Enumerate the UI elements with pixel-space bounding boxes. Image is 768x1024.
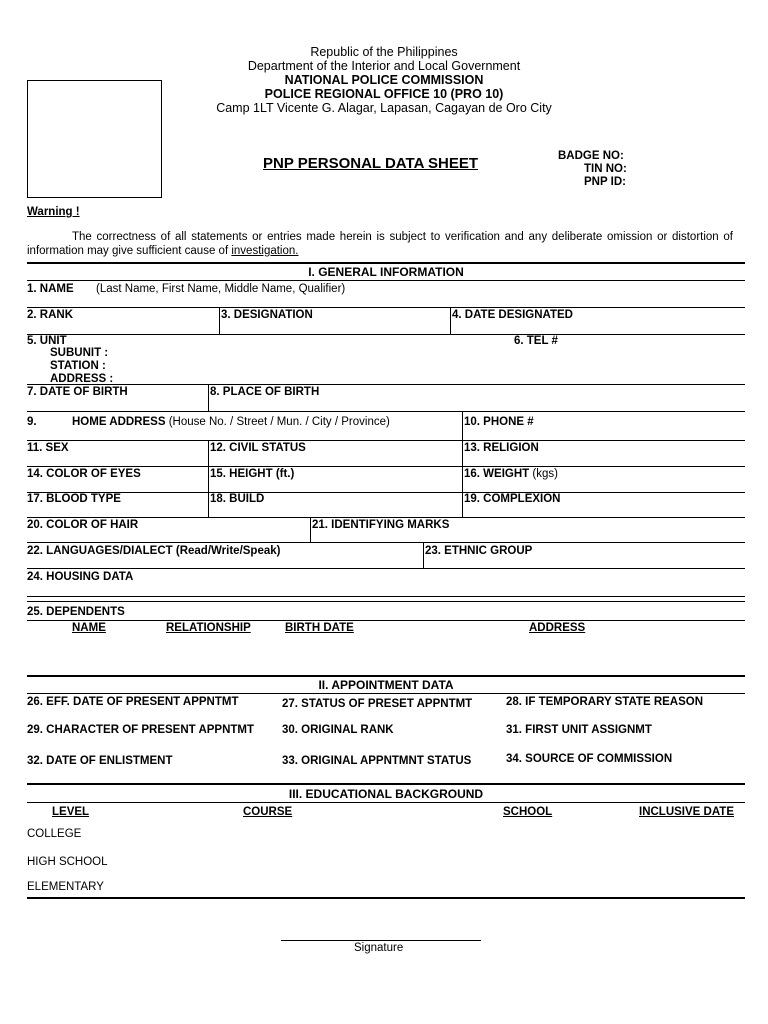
header-dilg: Department of the Interior and Local Government bbox=[247, 59, 521, 73]
photo-box[interactable] bbox=[27, 80, 162, 198]
warning-text: The correctness of all statements or entries made herein is subject to verification and any deliberate omission or distortion of information may give sufficient cause of investigation. bbox=[27, 231, 733, 257]
field-sex-label[interactable]: 11. SEX bbox=[27, 442, 69, 454]
field-home-address-label[interactable]: HOME ADDRESS (House No. / Street / Mun. / City / Province) bbox=[72, 416, 390, 428]
field-languages-label[interactable]: 22. LANGUAGES/DIALECT (Read/Write/Speak) bbox=[27, 545, 281, 557]
dependents-col-birthdate: BIRTH DATE bbox=[285, 622, 354, 634]
education-col-course: COURSE bbox=[243, 806, 293, 818]
field-station-label[interactable]: STATION : bbox=[50, 360, 106, 372]
field-home-number: 9. bbox=[27, 416, 37, 428]
signature-line[interactable] bbox=[281, 940, 481, 941]
header-address: Camp 1LT Vicente G. Alagar, Lapasan, Cagayan de Oro City bbox=[216, 101, 552, 115]
field-build-label[interactable]: 18. BUILD bbox=[210, 493, 265, 505]
header-napolcom: NATIONAL POLICE COMMISSION bbox=[284, 73, 484, 87]
field-source-commission-label[interactable]: 34. SOURCE OF COMMISSION bbox=[506, 753, 673, 765]
warning-link: investigation. bbox=[231, 245, 299, 257]
education-col-inclusive-date: INCLUSIVE DATE bbox=[639, 806, 734, 818]
education-row-college: COLLEGE bbox=[27, 828, 82, 840]
field-enlistment-label[interactable]: 32. DATE OF ENLISTMENT bbox=[27, 755, 173, 767]
field-complexion-label[interactable]: 19. COMPLEXION bbox=[464, 493, 561, 505]
field-religion-label[interactable]: 13. RELIGION bbox=[464, 442, 539, 454]
section-general-info: I. GENERAL INFORMATION bbox=[308, 265, 464, 279]
field-subunit-label[interactable]: SUBUNIT : bbox=[50, 347, 109, 359]
tin-no-label: TIN NO: bbox=[584, 163, 627, 175]
section-appointment: II. APPOINTMENT DATA bbox=[318, 678, 454, 692]
header-pro10: POLICE REGIONAL OFFICE 10 (PRO 10) bbox=[264, 87, 504, 101]
field-dob-label[interactable]: 7. DATE OF BIRTH bbox=[27, 386, 128, 398]
education-col-level: LEVEL bbox=[52, 806, 90, 818]
header-republic: Republic of the Philippines bbox=[310, 45, 458, 59]
field-original-rank-label[interactable]: 30. ORIGINAL RANK bbox=[282, 724, 394, 736]
field-rank-label[interactable]: 2. RANK bbox=[27, 309, 74, 321]
field-eff-date-label[interactable]: 26. EFF. DATE OF PRESENT APPNTMT bbox=[27, 696, 239, 708]
field-ethnic-group-label[interactable]: 23. ETHNIC GROUP bbox=[425, 545, 533, 557]
dependents-col-relationship: RELATIONSHIP bbox=[166, 622, 251, 634]
field-original-status-label[interactable]: 33. ORIGINAL APPNTMNT STATUS bbox=[282, 755, 472, 767]
education-row-elementary: ELEMENTARY bbox=[27, 881, 104, 893]
field-housing-label[interactable]: 24. HOUSING DATA bbox=[27, 571, 134, 583]
field-first-unit-label[interactable]: 31. FIRST UNIT ASSIGNMT bbox=[506, 724, 652, 736]
pnp-id-label: PNP ID: bbox=[584, 176, 626, 188]
field-address-label[interactable]: ADDRESS : bbox=[50, 373, 114, 385]
field-status-present-label[interactable]: 27. STATUS OF PRESET APPNTMT bbox=[282, 698, 473, 710]
page-title: PNP PERSONAL DATA SHEET bbox=[263, 155, 479, 172]
field-blood-type-label[interactable]: 17. BLOOD TYPE bbox=[27, 493, 121, 505]
field-name-hint: (Last Name, First Name, Middle Name, Qualifier) bbox=[96, 283, 346, 295]
field-identifying-marks-label[interactable]: 21. IDENTIFYING MARKS bbox=[312, 519, 450, 531]
signature-label: Signature bbox=[354, 942, 404, 954]
field-pob-label[interactable]: 8. PLACE OF BIRTH bbox=[210, 386, 320, 398]
section-education: III. EDUCATIONAL BACKGROUND bbox=[288, 787, 484, 801]
field-unit-label[interactable]: 5. UNIT bbox=[27, 335, 67, 347]
field-temp-reason-label[interactable]: 28. IF TEMPORARY STATE REASON bbox=[506, 696, 704, 708]
field-name-label: 1. NAME bbox=[27, 283, 74, 295]
field-weight-label[interactable]: 16. WEIGHT (kgs) bbox=[464, 468, 558, 480]
field-eye-color-label[interactable]: 14. COLOR OF EYES bbox=[27, 468, 141, 480]
field-designation-label[interactable]: 3. DESIGNATION bbox=[221, 309, 313, 321]
dependents-col-name: NAME bbox=[72, 622, 106, 634]
education-row-highschool: HIGH SCHOOL bbox=[27, 856, 108, 868]
education-col-school: SCHOOL bbox=[503, 806, 553, 818]
field-date-designated-label[interactable]: 4. DATE DESIGNATED bbox=[452, 309, 573, 321]
dependents-col-address: ADDRESS bbox=[529, 622, 586, 634]
warning-label: Warning ! bbox=[27, 206, 80, 218]
field-height-label[interactable]: 15. HEIGHT (ft.) bbox=[210, 468, 295, 480]
field-civil-status-label[interactable]: 12. CIVIL STATUS bbox=[210, 442, 306, 454]
field-tel-label[interactable]: 6. TEL # bbox=[514, 335, 558, 347]
field-dependents-label: 25. DEPENDENTS bbox=[27, 606, 125, 618]
field-phone-label[interactable]: 10. PHONE # bbox=[464, 416, 534, 428]
field-character-label[interactable]: 29. CHARACTER OF PRESENT APPNTMT bbox=[27, 724, 255, 736]
badge-no-label: BADGE NO: bbox=[558, 150, 624, 162]
field-hair-color-label[interactable]: 20. COLOR OF HAIR bbox=[27, 519, 139, 531]
